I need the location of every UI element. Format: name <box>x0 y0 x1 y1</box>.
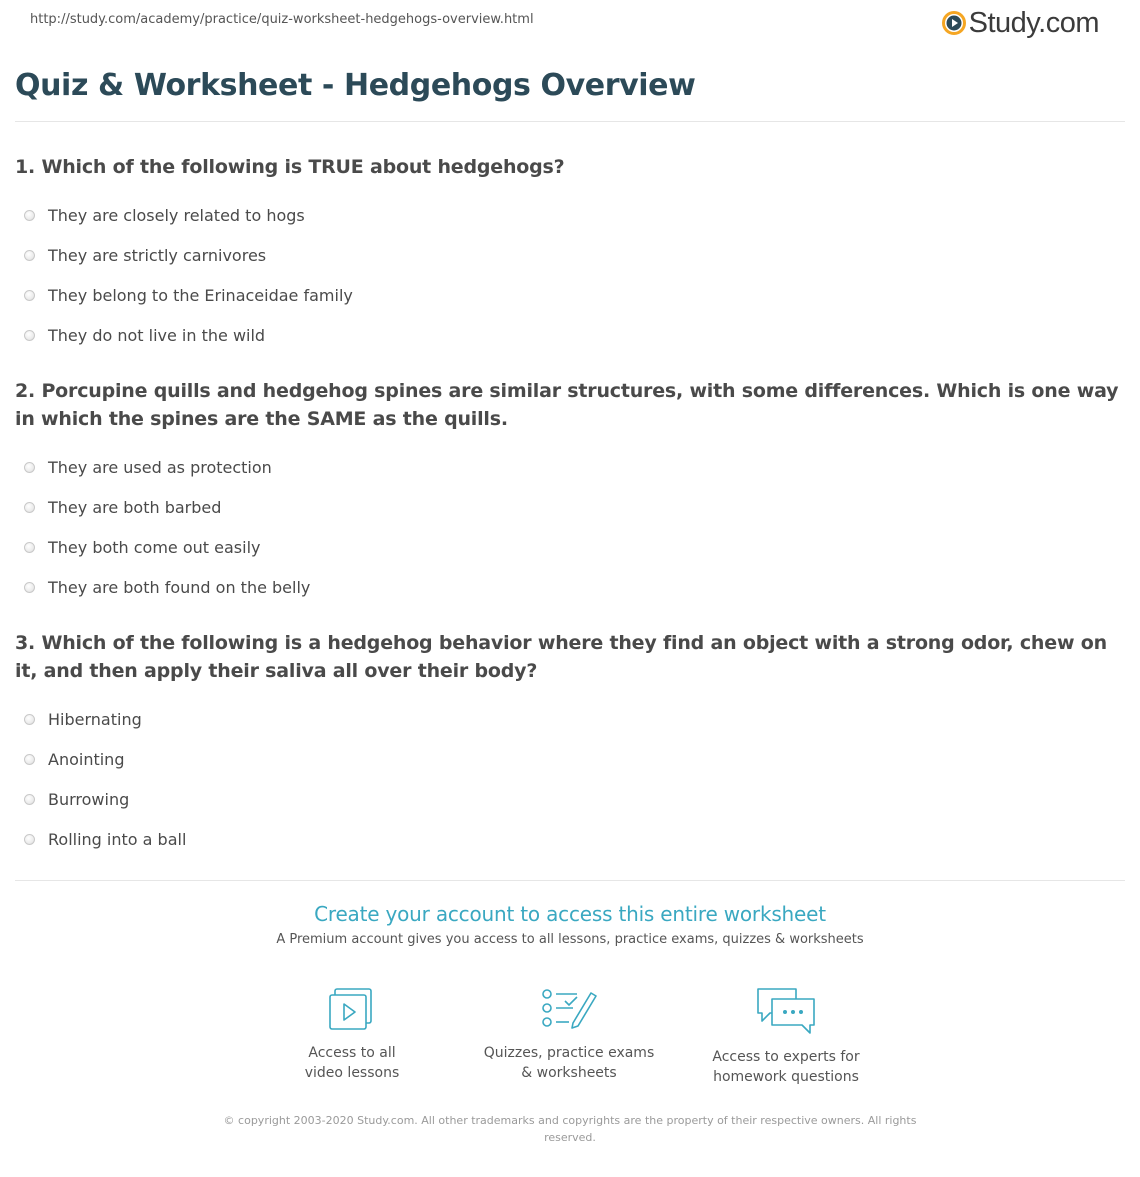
title-divider <box>15 121 1125 122</box>
radio-button[interactable] <box>24 714 35 725</box>
answer-label: They are both barbed <box>48 497 222 517</box>
cta-subtitle: A Premium account gives you access to all lessons, practice exams, quizzes & worksheets <box>276 932 864 947</box>
feature-label-line: Quizzes, practice exams <box>483 1045 655 1061</box>
radio-button[interactable] <box>24 462 35 473</box>
answer-label: They are strictly carnivores <box>48 245 267 265</box>
answer-label: Rolling into a ball <box>48 829 187 849</box>
chat-bubbles-icon <box>754 985 818 1037</box>
copyright-text: © copyright 2003-2020 Study.com. All other trademarks and copyrights are the property of their respective owners. All rights reserved. <box>223 1114 917 1144</box>
signup-cta <box>0 902 1140 947</box>
logo-text: Study.com <box>968 7 1099 39</box>
footer <box>0 1112 1140 1146</box>
answer-option[interactable] <box>15 567 1125 607</box>
radio-button[interactable] <box>24 542 35 553</box>
radio-button[interactable] <box>24 330 35 341</box>
question-1 <box>15 153 1125 355</box>
radio-button[interactable] <box>24 250 35 261</box>
radio-button[interactable] <box>24 582 35 593</box>
question-text: 2. Porcupine quills and hedgehog spines are similar structures, with some differences. Which is one way in which the spines are the SAME as the quills. <box>15 380 1119 430</box>
feature-label <box>242 1043 462 1083</box>
feature-label <box>459 1043 679 1083</box>
answer-option[interactable] <box>15 447 1125 487</box>
feature-experts <box>676 985 896 1087</box>
answer-options <box>15 447 1125 607</box>
page-url: http://study.com/academy/practice/quiz-worksheet-hedgehogs-overview.html <box>30 12 534 27</box>
answer-option[interactable] <box>15 487 1125 527</box>
radio-button[interactable] <box>24 210 35 221</box>
radio-button[interactable] <box>24 754 35 765</box>
answer-label: They are both found on the belly <box>48 577 311 597</box>
answer-label: They are closely related to hogs <box>48 205 305 225</box>
quiz-checklist-icon <box>539 985 599 1033</box>
answer-options <box>15 699 1125 859</box>
answer-option[interactable] <box>15 779 1125 819</box>
answer-option[interactable] <box>15 195 1125 235</box>
answer-option[interactable] <box>15 819 1125 859</box>
answer-option[interactable] <box>15 739 1125 779</box>
answer-label: They are used as protection <box>48 457 272 477</box>
answer-label: They do not live in the wild <box>48 325 266 345</box>
radio-button[interactable] <box>24 502 35 513</box>
answer-option[interactable] <box>15 275 1125 315</box>
feature-video-lessons <box>242 985 462 1083</box>
feature-label-line: & worksheets <box>521 1065 617 1081</box>
question-2 <box>15 377 1125 607</box>
answer-label: Anointing <box>48 749 125 769</box>
video-lesson-icon <box>322 985 382 1033</box>
feature-label-line: Access to all <box>308 1045 396 1061</box>
page-title: Quiz & Worksheet - Hedgehogs Overview <box>15 68 696 103</box>
study-logo[interactable] <box>942 8 1099 38</box>
cta-title-link[interactable]: Create your account to access this entire worksheet <box>314 902 826 926</box>
feature-label-line: video lessons <box>304 1065 400 1081</box>
answer-label: Hibernating <box>48 709 142 729</box>
question-text: 1. Which of the following is TRUE about hedgehogs? <box>15 156 565 178</box>
premium-features <box>0 985 1140 1085</box>
feature-label-line: homework questions <box>713 1069 859 1085</box>
feature-quizzes <box>459 985 679 1083</box>
radio-button[interactable] <box>24 834 35 845</box>
answer-label: They both come out easily <box>48 537 261 557</box>
radio-button[interactable] <box>24 794 35 805</box>
question-3 <box>15 629 1125 859</box>
play-logo-icon <box>942 11 966 35</box>
radio-button[interactable] <box>24 290 35 301</box>
top-bar <box>15 0 1125 48</box>
answer-options <box>15 195 1125 355</box>
question-text: 3. Which of the following is a hedgehog behavior where they find an object with a strong odor, chew on it, and then apply their saliva all over their body? <box>15 632 1107 682</box>
answer-option[interactable] <box>15 699 1125 739</box>
answer-option[interactable] <box>15 527 1125 567</box>
answer-label: They belong to the Erinaceidae family <box>48 285 353 305</box>
answer-label: Burrowing <box>48 789 130 809</box>
answer-option[interactable] <box>15 315 1125 355</box>
feature-label-line: Access to experts for <box>712 1049 860 1065</box>
feature-label <box>676 1047 896 1087</box>
answer-option[interactable] <box>15 235 1125 275</box>
cta-divider <box>15 880 1125 881</box>
